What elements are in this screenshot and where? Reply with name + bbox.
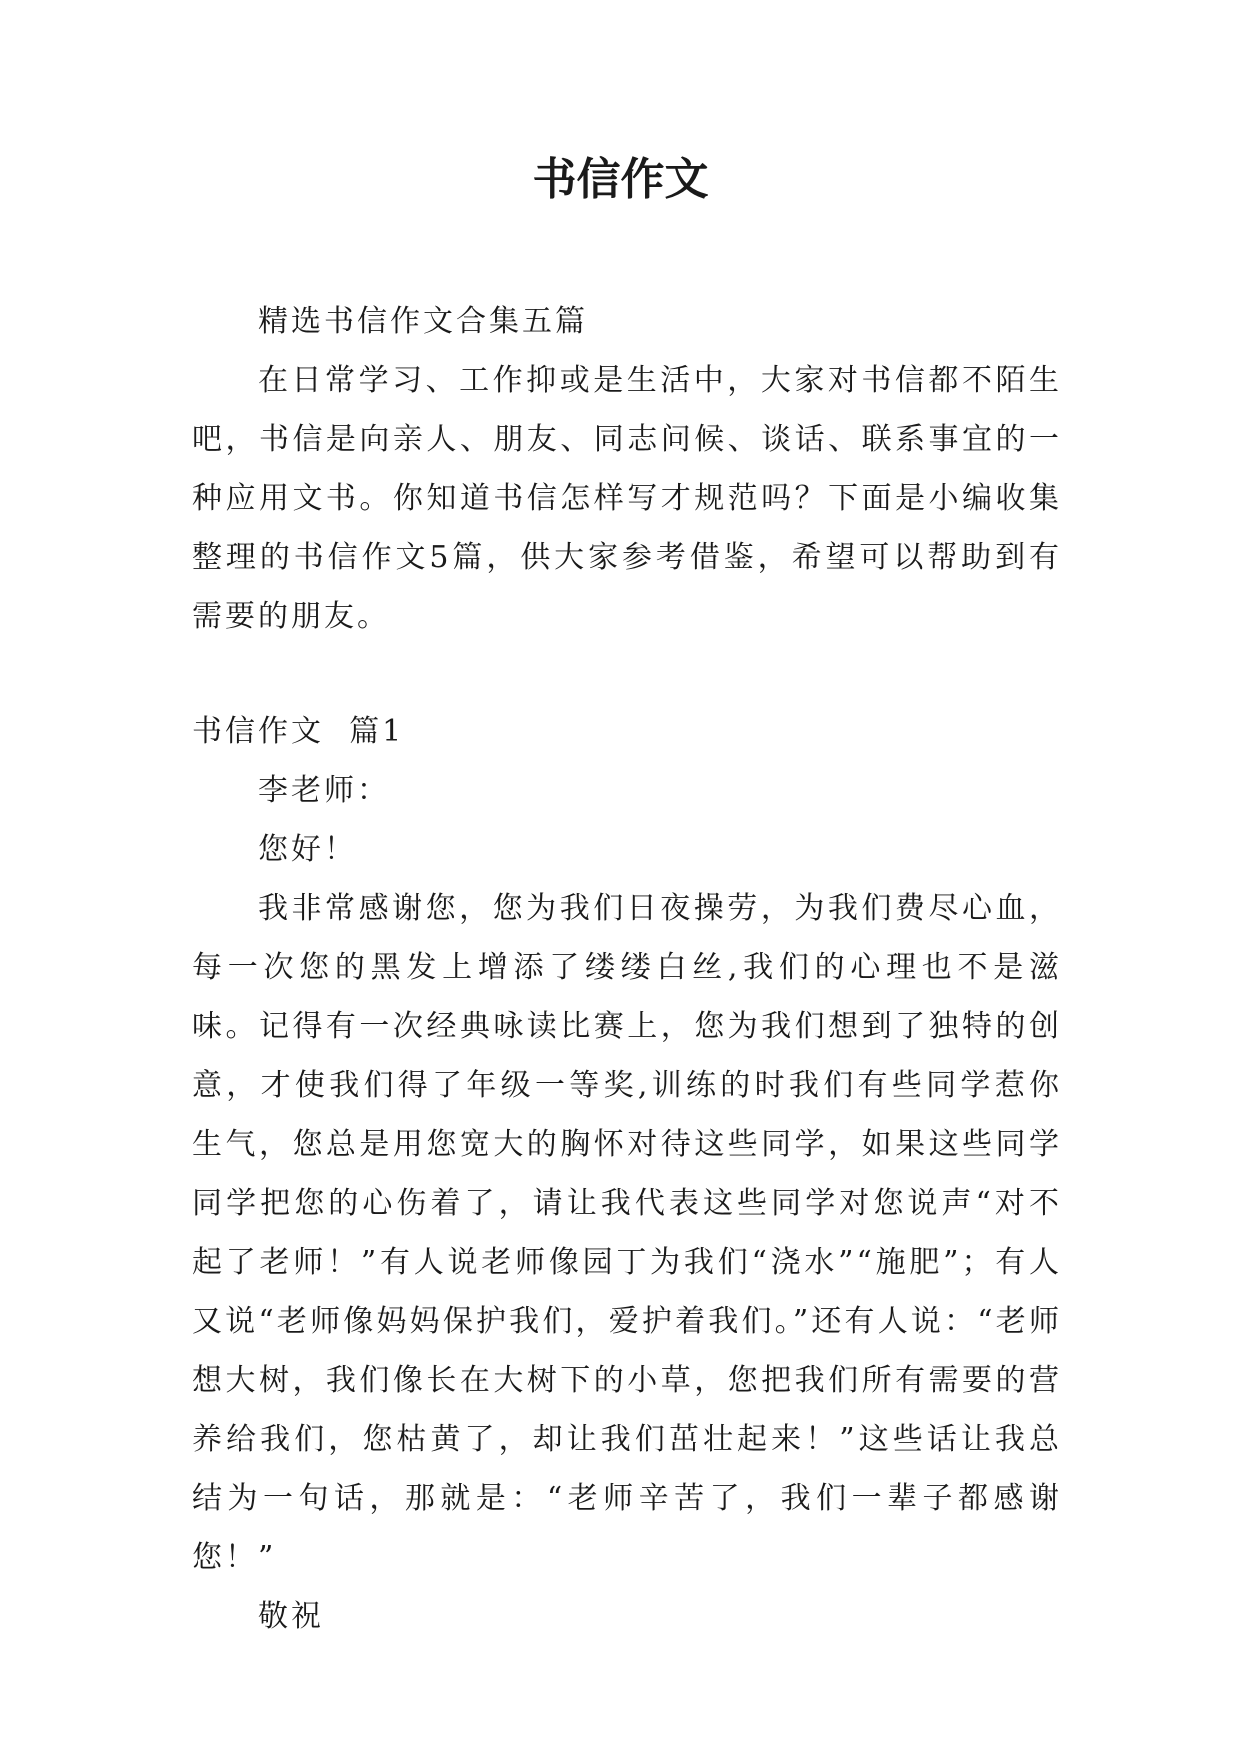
document-body: [192, 292, 1062, 1646]
letter-body: 我非常感谢您，您为我们日夜操劳，为我们费尽心血，每一次您的黑发上增添了缕缕白丝,我们的心理也不是滋味。记得有一次经典咏读比赛上，您为我们想到了独特的创意，才使我们得了年级一等奖,训练的时我们有些同学惹你生气，您总是用您宽大的胸怀对待这些同学，如果这些同学同学把您的心伤着了，请让我代表这些同学对您说声“对不起了老师！”有人说老师像园丁为我们“浇水”“施肥”；有人又说“老师像妈妈保护我们，爱护着我们。”还有人说：“老师想大树，我们像长在大树下的小草，您把我们所有需要的营养给我们，您枯黄了，却让我们茁壮起来！”这些话让我总结为一句话，那就是：“老师辛苦了，我们一辈子都感谢您！”: [192, 891, 1062, 1575]
section-heading: 书信作文 篇1: [192, 714, 405, 749]
letter-closing: 敬祝: [258, 1599, 324, 1634]
intro-heading: 精选书信作文合集五篇: [258, 304, 588, 339]
intro-paragraph: 在日常学习、工作抑或是生活中，大家对书信都不陌生吧，书信是向亲人、朋友、同志问候、谈话、联系事宜的一种应用文书。你知道书信怎样写才规范吗？下面是小编收集整理的书信作文5篇，供大家参考借鉴，希望可以帮助到有需要的朋友。: [192, 363, 1062, 634]
section-gap: [192, 646, 1062, 702]
letter-greeting: 您好！: [258, 832, 357, 867]
letter-salutation: 李老师：: [258, 773, 390, 808]
page-title: 书信作文: [532, 154, 709, 205]
